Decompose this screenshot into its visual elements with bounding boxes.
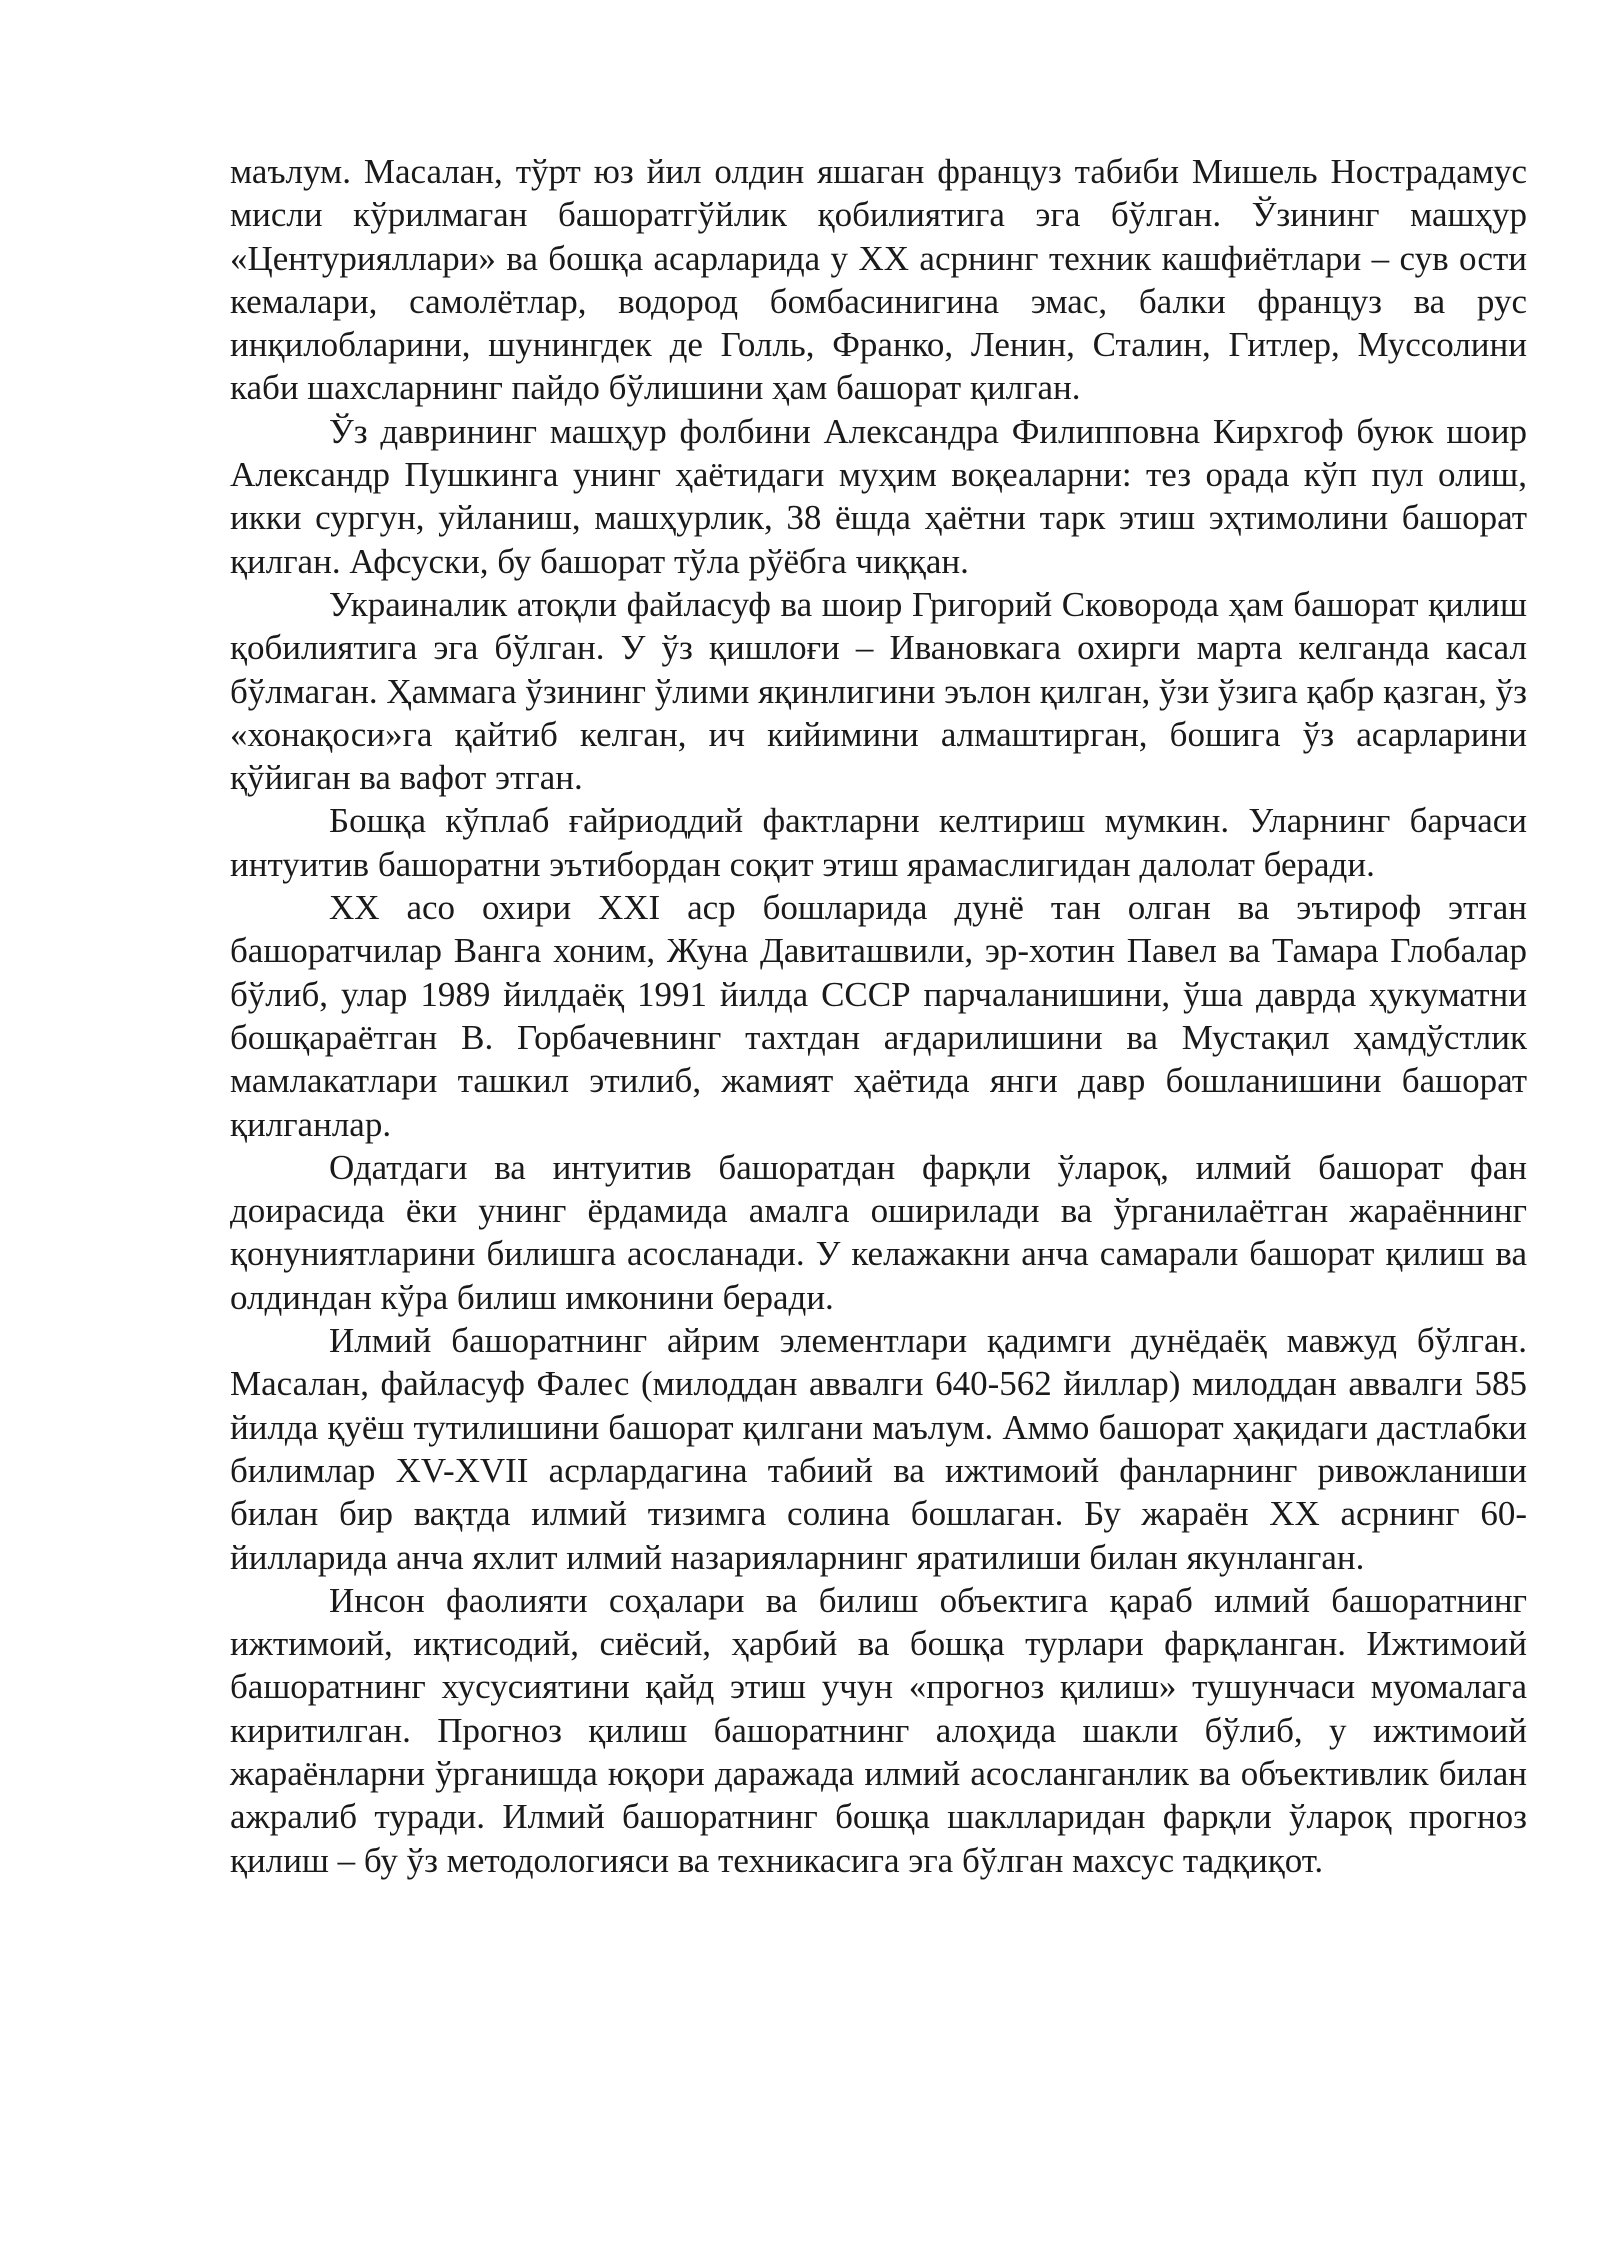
paragraph-7: Илмий башоратнинг айрим элементлари қадимги дунёдаёқ мавжуд бўлган. Масалан, файласуф Фалес (милоддан аввалги 640-562 йиллар) милоддан аввалги 585 йилда қуёш тутилишини башорат қилгани маълум. Аммо башорат ҳақидаги дастлабки билимлар XV-XVII асрлардагина табиий ва ижтимоий фанларнинг ривожланиши билан бир вақтда илмий тизимга солина бошлаган. Бу жараён XX асрнинг 60-йилларида анча яхлит илмий назарияларнинг яратилиши билан якунланган.	[230, 1321, 1527, 1577]
document-body	[230, 150, 1527, 1882]
paragraph-6: Одатдаги ва интуитив башоратдан фарқли ўлароқ, илмий башорат фан доирасида ёки унинг ёрдамида амалга оширилади ва ўрганилаётган жараённинг қонуниятларини билишга асосланади. У келажакни анча самарали башорат қилиш ва олдиндан кўра билиш имконини беради.	[230, 1147, 1527, 1317]
paragraph-2: Ўз даврининг машҳур фолбини Александра Филипповна Кирхгоф буюк шоир Александр Пушкинга унинг ҳаётидаги муҳим воқеаларни: тез орада кўп пул олиш, икки сургун, уйланиш, машҳурлик, 38 ёшда ҳаётни тарк этиш эҳтимолини башорат қилган. Афсуски, бу башорат тўла рўёбга чиққан.	[230, 411, 1527, 581]
paragraph-3: Украиналик атоқли файласуф ва шоир Григорий Сковорода ҳам башорат қилиш қобилиятига эга бўлган. У ўз қишлоғи – Ивановкага охирги марта келганда касал бўлмаган. Ҳаммага ўзининг ўлими яқинлигини эълон қилган, ўзи ўзига қабр қазган, ўз «хонақоси»га қайтиб келган, ич кийимини алмаштирган, бошига ўз асарларини қўйиган ва вафот этган.	[230, 584, 1527, 798]
paragraph-1: маълум. Масалан, тўрт юз йил олдин яшаган француз табиби Мишель Нострадамус мисли кўрилмаган башоратгўйлик қобилиятига эга бўлган. Ўзининг машҳур «Центурияллари» ва бошқа асарларида у XX асрнинг техник кашфиётлари – сув ости кемалари, самолётлар, водород бомбасинигина эмас, балки француз ва рус инқилобларини, шунингдек де Голль, Франко, Ленин, Сталин, Гитлер, Муссолини каби шахсларнинг пайдо бўлишини ҳам башорат қилган.	[230, 152, 1527, 408]
paragraph-4: Бошқа кўплаб ғайриоддий фактларни келтириш мумкин. Уларнинг барчаси интуитив башоратни эътибордан соқит этиш ярамаслигидан далолат беради.	[230, 801, 1527, 884]
paragraph-5: XX асо охири XXI аср бошларида дунё тан олган ва эътироф этган башоратчилар Ванга хоним, Жуна Давиташвили, эр-хотин Павел ва Тамара Глобалар бўлиб, улар 1989 йилдаёқ 1991 йилда СССР парчаланишини, ўша даврда ҳукуматни бошқараётган В. Горбачевнинг тахтдан ағдарилишини ва Мустақил ҳамдўстлик мамлакатлари ташкил этилиб, жамият ҳаётида янги давр бошланишини башорат қилганлар.	[230, 888, 1527, 1144]
paragraph-8: Инсон фаолияти соҳалари ва билиш объектига қараб илмий башоратнинг ижтимоий, иқтисодий, сиёсий, ҳарбий ва бошқа турлари фарқланган. Ижтимоий башоратнинг хусусиятини қайд этиш учун «прогноз қилиш» тушунчаси муомалага киритилган. Прогноз қилиш башоратнинг алоҳида шакли бўлиб, у ижтимоий жараёнларни ўрганишда юқори даражада илмий асосланганлик ва объективлик билан ажралиб туради. Илмий башоратнинг бошқа шаклларидан фарқли ўлароқ прогноз қилиш – бу ўз методологияси ва техникасига эга бўлган махсус тадқиқот.	[230, 1580, 1527, 1880]
